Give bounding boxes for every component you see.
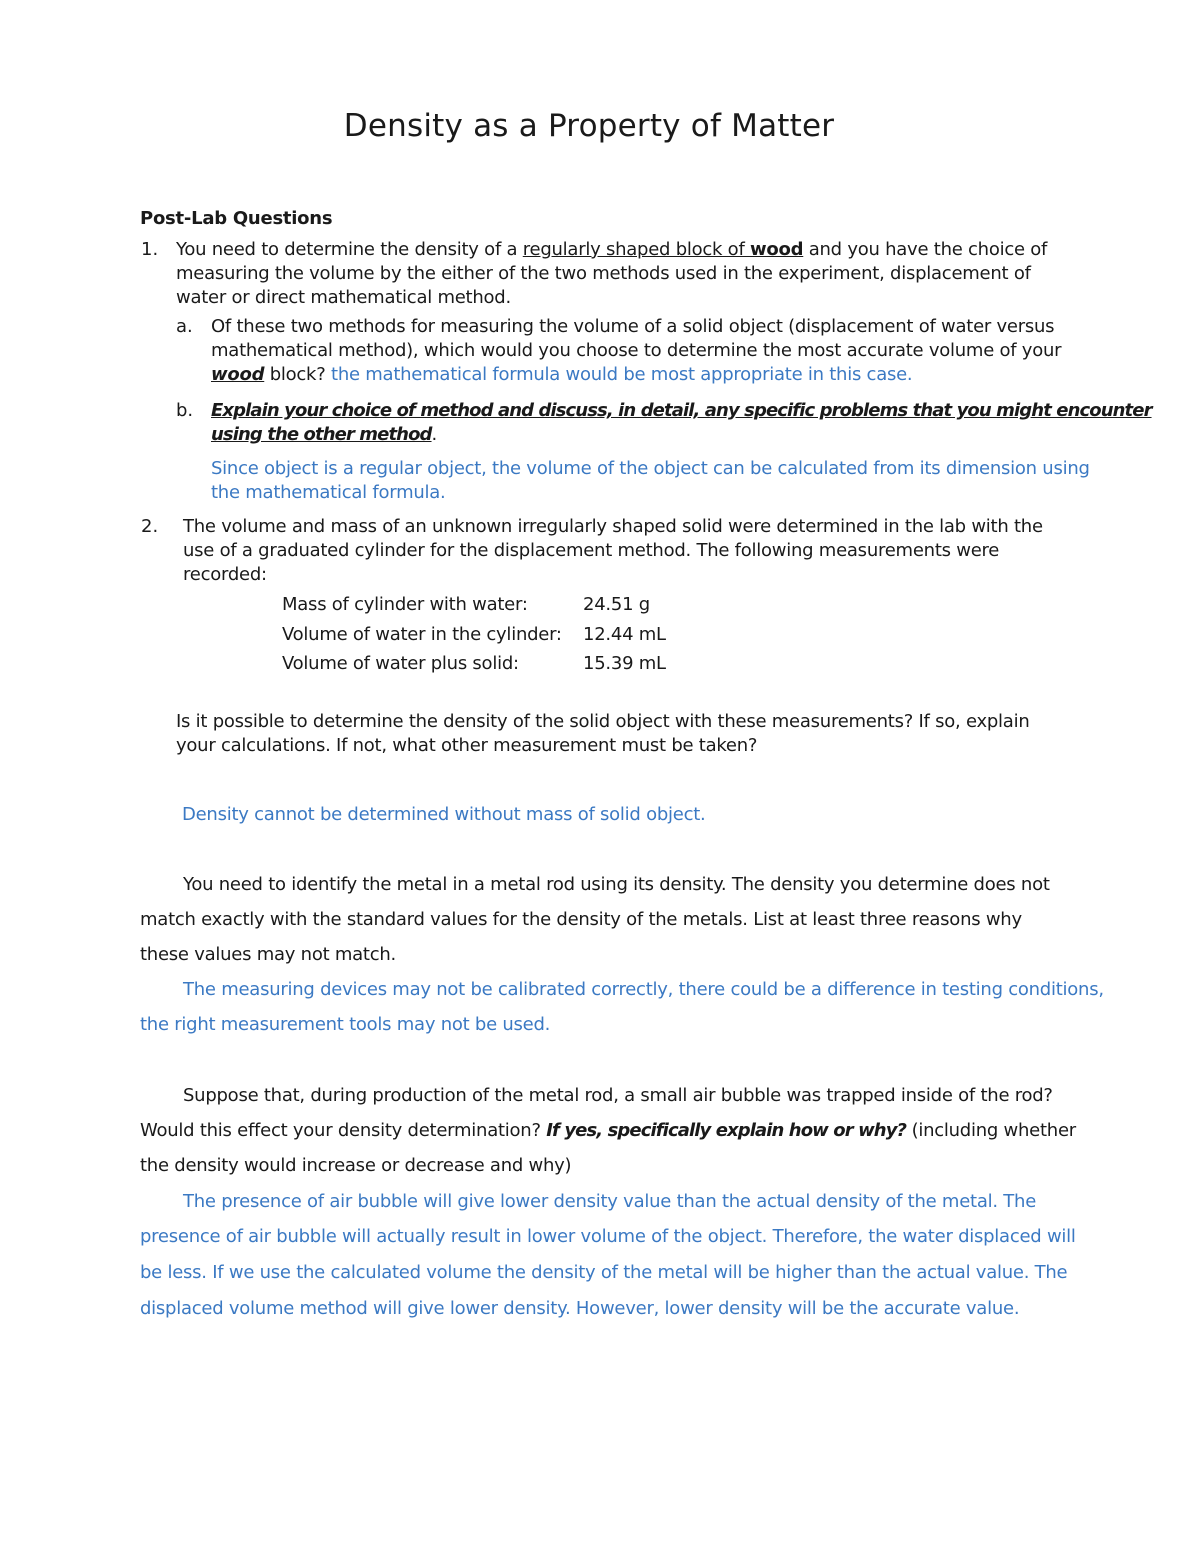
measurement-label: Volume of water in the cylinder: (282, 624, 562, 645)
q1-line-2: measuring the volume by the either of the two methods used in the experiment, displacement of (176, 263, 1031, 284)
q1-line1-part-b: regularly shaped block of (522, 239, 751, 260)
q3-answer-line-1: The measuring devices may not be calibrated correctly, there could be a difference in testing conditions, (183, 979, 1104, 1000)
q1b-line-2 (211, 423, 437, 447)
q4-line-2 (140, 1113, 1076, 1148)
measurement-value: 24.51 g (583, 594, 650, 615)
q1-line-1 (176, 238, 1047, 262)
section-heading: Post-Lab Questions (140, 208, 333, 229)
q2-line-2: use of a graduated cylinder for the displacement method. The following measurements were (183, 540, 1000, 561)
q4-emphasis: If yes, specifically explain how or why? (546, 1120, 907, 1141)
q4-line-3: the density would increase or decrease and why) (140, 1155, 572, 1176)
q4-answer-line-4: displaced volume method will give lower density. However, lower density will be the accurate value. (140, 1298, 1020, 1319)
q1-line1-part-a: You need to determine the density of a (176, 239, 523, 260)
q1-number: 1. (141, 239, 159, 260)
q1b-other-method: using the other method (211, 424, 432, 445)
q4-line2-part-a: Would this effect your density determination? (140, 1120, 547, 1141)
q2-line-1: The volume and mass of an unknown irregularly shaped solid were determined in the lab with the (183, 516, 1043, 537)
q4-answer-line-2: presence of air bubble will actually result in lower volume of the object. Therefore, the water displaced will (140, 1226, 1076, 1247)
q1a-answer: the mathematical formula would be most appropriate in this case. (331, 364, 913, 385)
q2-line-3: recorded: (183, 564, 267, 585)
q2-answer: Density cannot be determined without mass of solid object. (182, 804, 706, 825)
q3-line-3: these values may not match. (140, 944, 397, 965)
q1a-line-3 (211, 363, 912, 387)
q1a-wood: wood (211, 364, 265, 385)
q1a-block: block? (264, 364, 332, 385)
q1-line1-part-d: and you have the choice of (803, 239, 1048, 260)
q1b-label: b. (176, 400, 194, 421)
q4-line2-part-c: (including whether (906, 1120, 1076, 1141)
q3-answer-line-2: the right measurement tools may not be used. (140, 1014, 551, 1035)
q1-wood: wood (750, 239, 804, 260)
q4-answer-line-3: be less. If we use the calculated volume the density of the metal will be higher than the actual value. The (140, 1262, 1068, 1283)
q1b-answer-line-2: the mathematical formula. (211, 482, 446, 503)
measurement-label: Mass of cylinder with water: (282, 594, 528, 615)
q1a-line-1: Of these two methods for measuring the volume of a solid object (displacement of water versus (211, 316, 1055, 337)
q1-line-3: water or direct mathematical method. (176, 287, 511, 308)
page-title: Density as a Property of Matter (343, 108, 835, 144)
q4-line-1: Suppose that, during production of the metal rod, a small air bubble was trapped inside of the rod? (183, 1085, 1053, 1106)
q1b-answer-line-1: Since object is a regular object, the volume of the object can be calculated from its dimension using (211, 458, 1090, 479)
q1b-period: . (431, 424, 438, 445)
q4-answer-line-1: The presence of air bubble will give lower density value than the actual density of the metal. The (183, 1191, 1037, 1212)
q2-question-line-2: your calculations. If not, what other measurement must be taken? (176, 735, 758, 756)
q2-number: 2. (141, 516, 159, 537)
q3-line-1: You need to identify the metal in a metal rod using its density. The density you determine does not (183, 874, 1050, 895)
measurement-value: 15.39 mL (583, 653, 666, 674)
measurement-label: Volume of water plus solid: (282, 653, 519, 674)
q2-question-line-1: Is it possible to determine the density of the solid object with these measurements? If so, explain (176, 711, 1030, 732)
q1a-label: a. (176, 316, 193, 337)
q3-line-2: match exactly with the standard values for the density of the metals. List at least three reasons why (140, 909, 1022, 930)
q1b-line-1: Explain your choice of method and discuss, in detail, any specific problems that you might encounter (211, 400, 1152, 421)
measurement-value: 12.44 mL (583, 624, 666, 645)
q1a-line-2: mathematical method), which would you choose to determine the most accurate volume of your (211, 340, 1062, 361)
